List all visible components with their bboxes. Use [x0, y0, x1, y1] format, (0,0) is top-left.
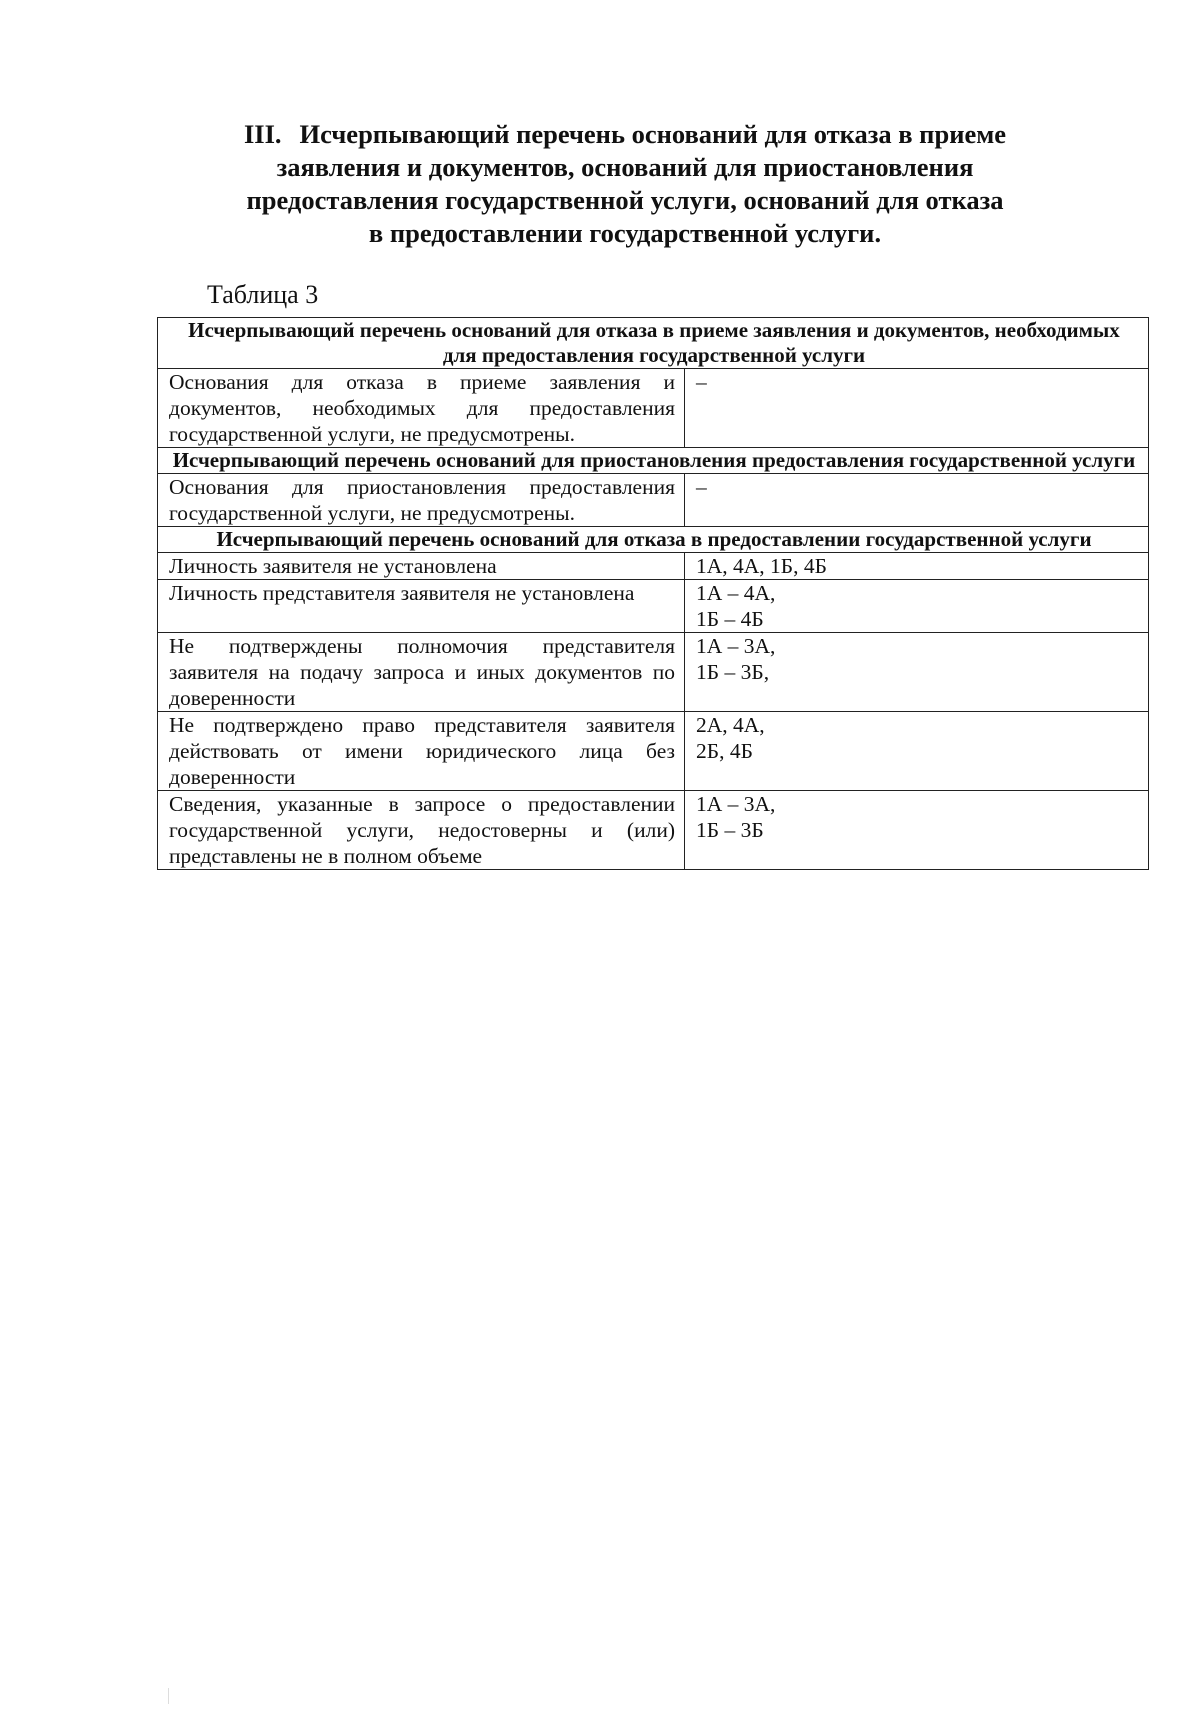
table-row [158, 369, 1149, 448]
table-row [158, 712, 1149, 791]
heading-line [160, 118, 1090, 151]
applicant-category-line: 2А, 4А, [696, 713, 765, 737]
reason-cell: Не подтверждено право представителя заявителя действовать от имени юридического лица без доверенности [158, 712, 685, 791]
applicant-category-cell [685, 369, 1149, 448]
section-title: Исчерпывающий перечень оснований для отказа в приеме заявления и документов, необходимых для предоставления государственной услуги [158, 318, 1149, 369]
applicant-category-line: 1А, 4А, 1Б, 4Б [696, 554, 827, 578]
section-header-row [158, 527, 1149, 553]
applicant-category-cell [685, 712, 1149, 791]
applicant-category-line: 1А – 3А, [696, 792, 776, 816]
applicant-category-line: – [696, 475, 707, 499]
applicant-category-line: – [696, 370, 707, 394]
table-row [158, 633, 1149, 712]
table-row [158, 791, 1149, 870]
heading-line-text: Исчерпывающий перечень оснований для отказа в приеме [299, 119, 1007, 149]
applicant-category-line: 2Б, 4Б [696, 739, 753, 763]
applicant-category-line: 1Б – 4Б [696, 607, 764, 631]
scan-artifact [168, 1688, 169, 1704]
applicant-category-cell [685, 791, 1149, 870]
table-row [158, 553, 1149, 580]
grounds-table-body [158, 318, 1149, 870]
section-header-row [158, 448, 1149, 474]
grounds-table [157, 317, 1149, 870]
applicant-category-cell [685, 580, 1149, 633]
heading-line: предоставления государственной услуги, оснований для отказа [246, 185, 1004, 215]
applicant-category-line: 1А – 4А, [696, 581, 776, 605]
applicant-category-cell [685, 474, 1149, 527]
reason-cell: Сведения, указанные в запросе о предоставлении государственной услуги, недостоверны и (или) представлены не в полном объеме [158, 791, 685, 870]
applicant-category-cell [685, 553, 1149, 580]
section-heading [160, 118, 1090, 250]
applicant-category-cell [685, 633, 1149, 712]
applicant-category-line: 1Б – 3Б [696, 818, 764, 842]
table-caption: Таблица 3 [207, 280, 319, 309]
table-row [158, 474, 1149, 527]
section-title: Исчерпывающий перечень оснований для приостановления предоставления государственной услуги [158, 448, 1149, 474]
reason-cell: Личность представителя заявителя не установлена [158, 580, 685, 633]
section-title: Исчерпывающий перечень оснований для отказа в предоставлении государственной услуги [158, 527, 1149, 553]
section-header-row [158, 318, 1149, 369]
heading-line: в предоставлении государственной услуги. [368, 218, 882, 248]
reason-cell: Личность заявителя не установлена [158, 553, 685, 580]
applicant-category-line: 1А – 3А, [696, 634, 776, 658]
heading-number: III. [243, 119, 282, 149]
reason-cell: Не подтверждены полномочия представителя заявителя на подачу запроса и иных документов по доверенности [158, 633, 685, 712]
table-row [158, 580, 1149, 633]
reason-cell: Основания для приостановления предоставления государственной услуги, не предусмотрены. [158, 474, 685, 527]
heading-line: заявления и документов, оснований для приостановления [276, 152, 974, 182]
reason-cell: Основания для отказа в приеме заявления и документов, необходимых для предоставления государственной услуги, не предусмотрены. [158, 369, 685, 448]
applicant-category-line: 1Б – 3Б, [696, 660, 770, 684]
